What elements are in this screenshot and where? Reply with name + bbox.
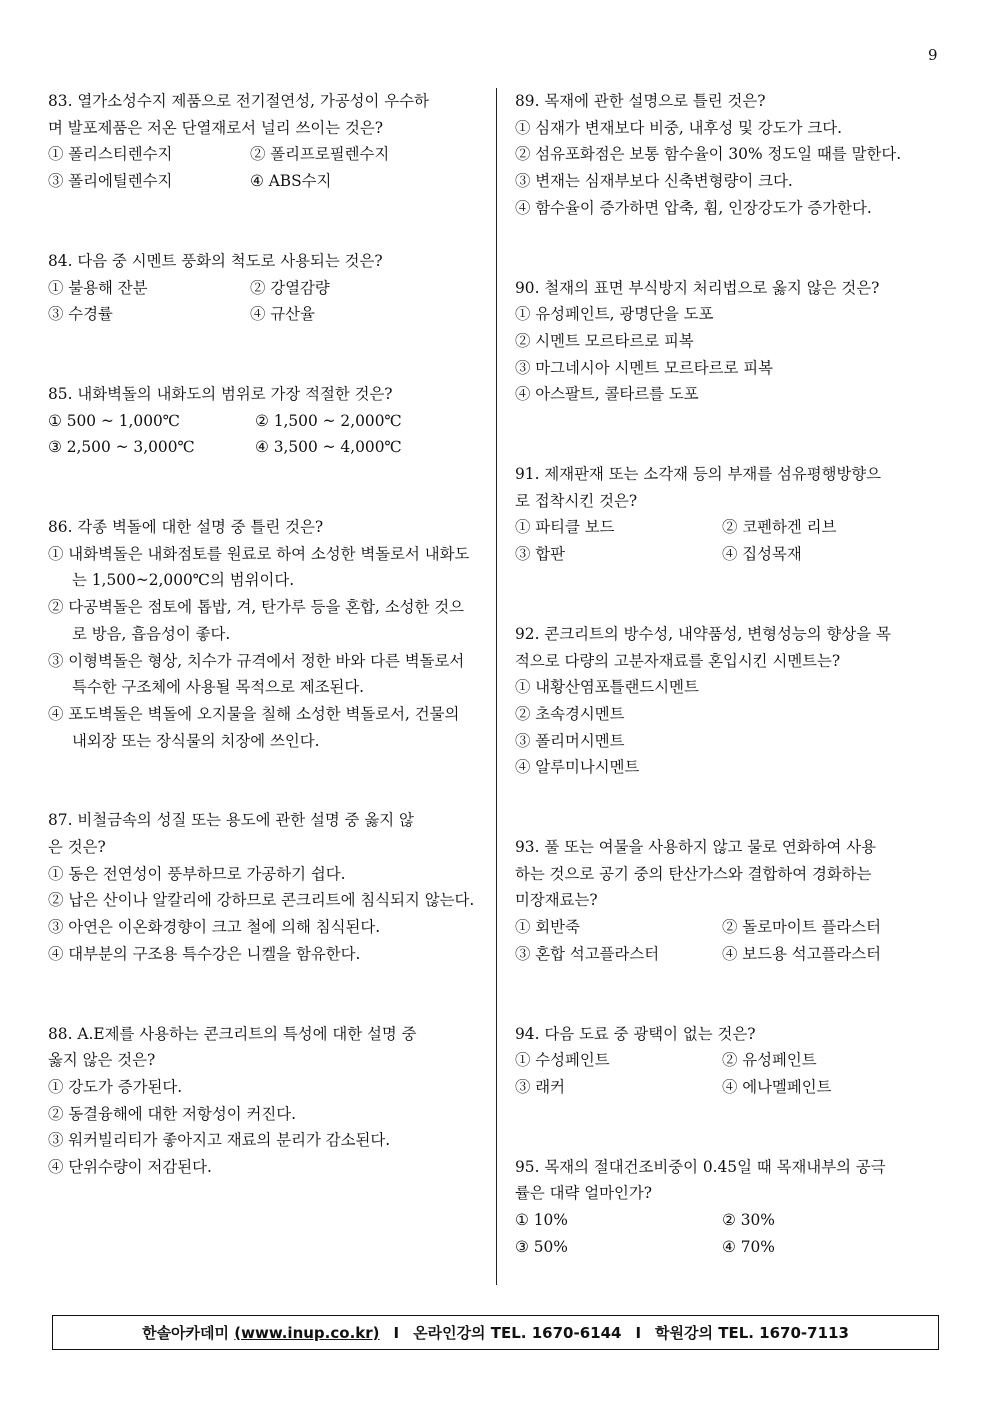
option: ① 유성페인트, 광명단을 도포 — [515, 305, 714, 324]
page-number: 9 — [928, 46, 938, 64]
option: ① 회반죽 — [515, 918, 580, 937]
option: ④ 대부분의 구조용 특수강은 니켈을 함유한다. — [48, 944, 361, 963]
option: ② 초속경시멘트 — [515, 704, 625, 723]
academy-url-link[interactable]: (www.inup.co.kr) — [234, 1323, 380, 1342]
separator: I — [393, 1323, 400, 1342]
question-stem: 88. A.E제를 사용하는 콘크리트의 특성에 대한 설명 중 — [48, 1024, 417, 1043]
online-lecture-phone: 온라인강의 TEL. 1670-6144 — [413, 1324, 622, 1342]
question-stem: 83. 열가소성수지 제품으로 전기절연성, 가공성이 우수하 — [48, 92, 429, 110]
footer-banner — [52, 1315, 939, 1350]
separator: I — [635, 1323, 642, 1342]
column-divider — [496, 88, 497, 1285]
option: ③ 2,500 ~ 3,000℃ — [48, 438, 195, 457]
question-stem: 95. 목재의 절대건조비중이 0.45일 때 목재내부의 공극 — [515, 1157, 886, 1176]
option: ① 500 ~ 1,000℃ — [48, 411, 181, 430]
question-90 — [515, 275, 947, 409]
question-stem: 93. 풀 또는 여물을 사용하지 않고 물로 연화하여 사용 — [515, 838, 876, 857]
option: ④ 포도벽돌은 벽돌에 오지물을 칠해 소성한 벽돌로서, 건물의 내외장 또는 장식물의 치장에 쓰인다. — [48, 704, 460, 750]
option: ③ 아연은 이온화경향이 크고 철에 의해 침식된다. — [48, 918, 381, 937]
option: ④ 보드용 석고플라스터 — [722, 944, 881, 963]
left-column — [48, 88, 478, 1181]
question-92 — [515, 621, 947, 781]
academy-name: 한솔아카데미 — [142, 1324, 230, 1342]
question-88 — [48, 1021, 478, 1181]
question-87 — [48, 807, 478, 967]
option: ② 돌로마이트 플라스터 — [722, 918, 881, 937]
option: ① 불용해 잔분 — [48, 278, 148, 297]
option: ④ 함수율이 증가하면 압축, 휨, 인장강도가 증가한다. — [515, 198, 872, 217]
question-stem: 하는 것으로 공기 중의 탄산가스와 결합하여 경화하는 — [515, 864, 872, 883]
option: ② 동결융해에 대한 저항성이 커진다. — [48, 1104, 296, 1123]
option: ② 섬유포화점은 보통 함수율이 30% 정도일 때를 말한다. — [515, 145, 902, 164]
option: ① 파티클 보드 — [515, 518, 615, 537]
option: ④ 아스팔트, 콜타르를 도포 — [515, 385, 699, 404]
option: ③ 래커 — [515, 1077, 566, 1096]
option: ① 내화벽돌은 내화점토를 원료로 하여 소성한 벽돌로서 내화도는 1,500~2,000℃의 범위이다. — [48, 544, 470, 590]
option: ③ 마그네시아 시멘트 모르타르로 피복 — [515, 358, 773, 377]
question-89 — [515, 88, 947, 222]
question-stem: 옳지 않은 것은? — [48, 1051, 156, 1070]
option: ③ 합판 — [515, 545, 566, 564]
option: ④ 에나멜페인트 — [722, 1077, 832, 1096]
option: ② 폴리프로필렌수지 — [250, 145, 390, 164]
question-stem: 89. 목재에 관한 설명으로 틀린 것은? — [515, 92, 766, 110]
question-stem: 92. 콘크리트의 방수성, 내약품성, 변형성능의 향상을 목 — [515, 624, 891, 643]
offline-lecture-phone: 학원강의 TEL. 1670-7113 — [655, 1324, 849, 1342]
option: ③ 폴리에틸렌수지 — [48, 172, 173, 191]
question-stem: 86. 각종 벽돌에 대한 설명 중 틀린 것은? — [48, 518, 324, 537]
question-stem: 은 것은? — [48, 838, 106, 857]
option: ③ 폴리머시멘트 — [515, 731, 625, 750]
option: ③ 50% — [515, 1237, 568, 1256]
option: ④ 집성목재 — [722, 545, 802, 564]
question-stem: 87. 비철금속의 성질 또는 용도에 관한 설명 중 옳지 않 — [48, 811, 414, 830]
question-stem: 90. 철재의 표면 부식방지 처리법으로 옳지 않은 것은? — [515, 278, 880, 297]
option: ③ 혼합 석고플라스터 — [515, 944, 660, 963]
question-stem: 며 발포제품은 저온 단열재로서 널리 쓰이는 것은? — [48, 118, 383, 137]
option: ④ ABS수지 — [250, 172, 332, 191]
option: ② 30% — [722, 1211, 775, 1230]
question-stem: 91. 제재판재 또는 소각재 등의 부재를 섬유평행방향으 — [515, 465, 882, 484]
option: ③ 수경률 — [48, 305, 113, 324]
option: ④ 알루미나시멘트 — [515, 758, 640, 777]
option: ① 심재가 변재보다 비중, 내후성 및 강도가 크다. — [515, 118, 843, 137]
question-93 — [515, 834, 947, 968]
option: ③ 워커빌리티가 좋아지고 재료의 분리가 감소된다. — [48, 1131, 391, 1150]
option: ④ 70% — [722, 1237, 775, 1256]
question-95 — [515, 1154, 947, 1261]
question-stem: 85. 내화벽돌의 내화도의 범위로 가장 적절한 것은? — [48, 384, 393, 403]
question-83 — [48, 88, 478, 195]
option: ② 시멘트 모르타르로 피복 — [515, 331, 694, 350]
question-stem: 적으로 다량의 고분자재료를 혼입시킨 시멘트는? — [515, 651, 841, 670]
option: ① 동은 전연성이 풍부하므로 가공하기 쉽다. — [48, 864, 346, 883]
option: ③ 이형벽돌은 형상, 치수가 규격에서 정한 바와 다른 벽돌로서 특수한 구조체에 사용될 목적으로 제조된다. — [48, 651, 465, 697]
question-stem: 미장재료는? — [515, 891, 598, 910]
question-91 — [515, 461, 947, 568]
option: ① 10% — [515, 1211, 568, 1230]
question-stem: 84. 다음 중 시멘트 풍화의 척도로 사용되는 것은? — [48, 251, 383, 270]
question-85 — [48, 381, 478, 461]
option: ④ 단위수량이 저감된다. — [48, 1158, 212, 1177]
option: ① 폴리스티렌수지 — [48, 145, 173, 164]
option: ② 코펜하겐 리브 — [722, 518, 837, 537]
question-86 — [48, 514, 478, 754]
question-stem: 94. 다음 도료 중 광택이 없는 것은? — [515, 1024, 756, 1043]
option: ③ 변재는 심재부보다 신축변형량이 크다. — [515, 172, 793, 191]
option: ① 수성페인트 — [515, 1051, 610, 1070]
question-84 — [48, 248, 478, 328]
question-stem: 로 접착시킨 것은? — [515, 491, 638, 510]
option: ① 강도가 증가된다. — [48, 1077, 183, 1096]
option: ④ 규산율 — [250, 305, 315, 324]
option: ② 1,500 ~ 2,000℃ — [255, 411, 402, 430]
right-column — [515, 88, 947, 1261]
option: ① 내황산염포틀랜드시멘트 — [515, 678, 699, 697]
option: ④ 3,500 ~ 4,000℃ — [255, 438, 402, 457]
question-stem: 률은 대략 얼마인가? — [515, 1184, 652, 1203]
option: ② 유성페인트 — [722, 1051, 817, 1070]
option: ② 다공벽돌은 점토에 톱밥, 겨, 탄가루 등을 혼합, 소성한 것으로 방음, 흡음성이 좋다. — [48, 598, 465, 643]
option: ② 납은 산이나 알칼리에 강하므로 콘크리트에 침식되지 않는다. — [48, 891, 475, 910]
question-94 — [515, 1021, 947, 1101]
option: ② 강열감량 — [250, 278, 330, 297]
